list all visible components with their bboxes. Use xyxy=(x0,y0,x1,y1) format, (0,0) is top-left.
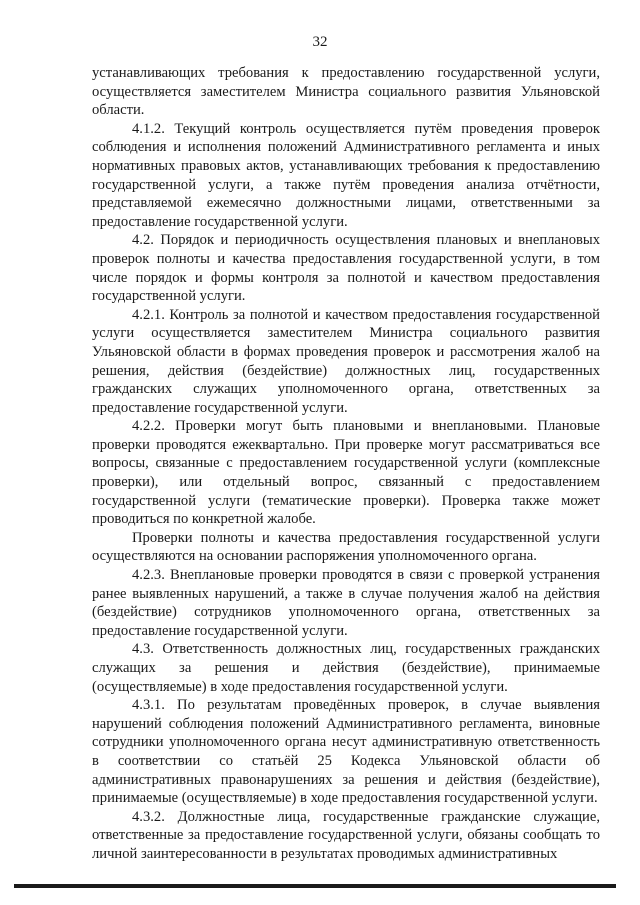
paragraph: 4.2. Порядок и периодичность осуществления плановых и внеплановых проверок полноты и качества предоставления государственной услуги, в том числе порядок и формы контроля за полнотой и качеством предоставления государственной услуги. xyxy=(92,232,600,305)
paragraph: 4.1.2. Текущий контроль осуществляется путём проведения проверок соблюдения и исполнения положений Административного регламента и иных нормативных правовых актов, устанавливающих требования к предоставлению государственной услуги, а также путём проведения анализа отчётности, представляемой ежемесячно должностными лицами, ответственными за предоставление государственной услуги. xyxy=(92,120,600,230)
paragraph: 4.2.2. Проверки могут быть плановыми и внеплановыми. Плановые проверки проводятся ежеквартально. При проверке могут рассматриваться все вопросы, связанные с предоставлением государственной услуги (комплексные проверки), или отдельный вопрос, связанный с предоставлением государственной услуги (тематические проверки). Проверка также может проводиться по конкретной жалобе. xyxy=(92,418,600,528)
paragraph: 4.3. Ответственность должностных лиц, государственных гражданских служащих за решения и действия (бездействие), принимаемые (осуществляемые) в ходе предоставления государственной услуги. xyxy=(92,641,600,695)
page-number: 32 xyxy=(312,34,328,50)
paragraph: устанавливающих требования к предоставлению государственной услуги, осуществляется заместителем Министра социального развития Ульяновской области. xyxy=(92,65,600,119)
scan-edge-rule xyxy=(14,884,616,888)
document-body xyxy=(92,64,600,864)
paragraph: Проверки полноты и качества предоставления государственной услуги осуществляются на основании распоряжения уполномоченного органа. xyxy=(92,529,600,565)
paragraph: 4.2.3. Внеплановые проверки проводятся в связи с проверкой устранения ранее выявленных нарушений, а также в случае получения жалоб на действия (бездействие) сотрудников уполномоченного органа, ответственных за предоставление государственной услуги. xyxy=(92,567,600,639)
paragraph: 4.3.1. По результатам проведённых проверок, в случае выявления нарушений соблюдения положений Административного регламента, виновные сотрудники уполномоченного органа несут административную ответственность в соответствии со статьёй 25 Кодекса Ульяновской области об административных правонарушениях за решения и действия (бездействие), принимаемые (осуществляемые) в ходе предоставления государственной услуги. xyxy=(92,697,600,807)
paragraph: 4.2.1. Контроль за полнотой и качеством предоставления государственной услуги осуществляется заместителем Министра социального развития Ульяновской области в формах проведения проверок и рассмотрения жалоб на решения, действия (бездействие) должностных лиц, государственных гражданских служащих уполномоченного органа, ответственных за предоставление государственной услуги. xyxy=(92,306,600,416)
paragraph: 4.3.2. Должностные лица, государственные гражданские служащие, ответственные за предоставление государственной услуги, обязаны сообщать то личной заинтересованности в результатах проводимых административных xyxy=(92,808,600,862)
